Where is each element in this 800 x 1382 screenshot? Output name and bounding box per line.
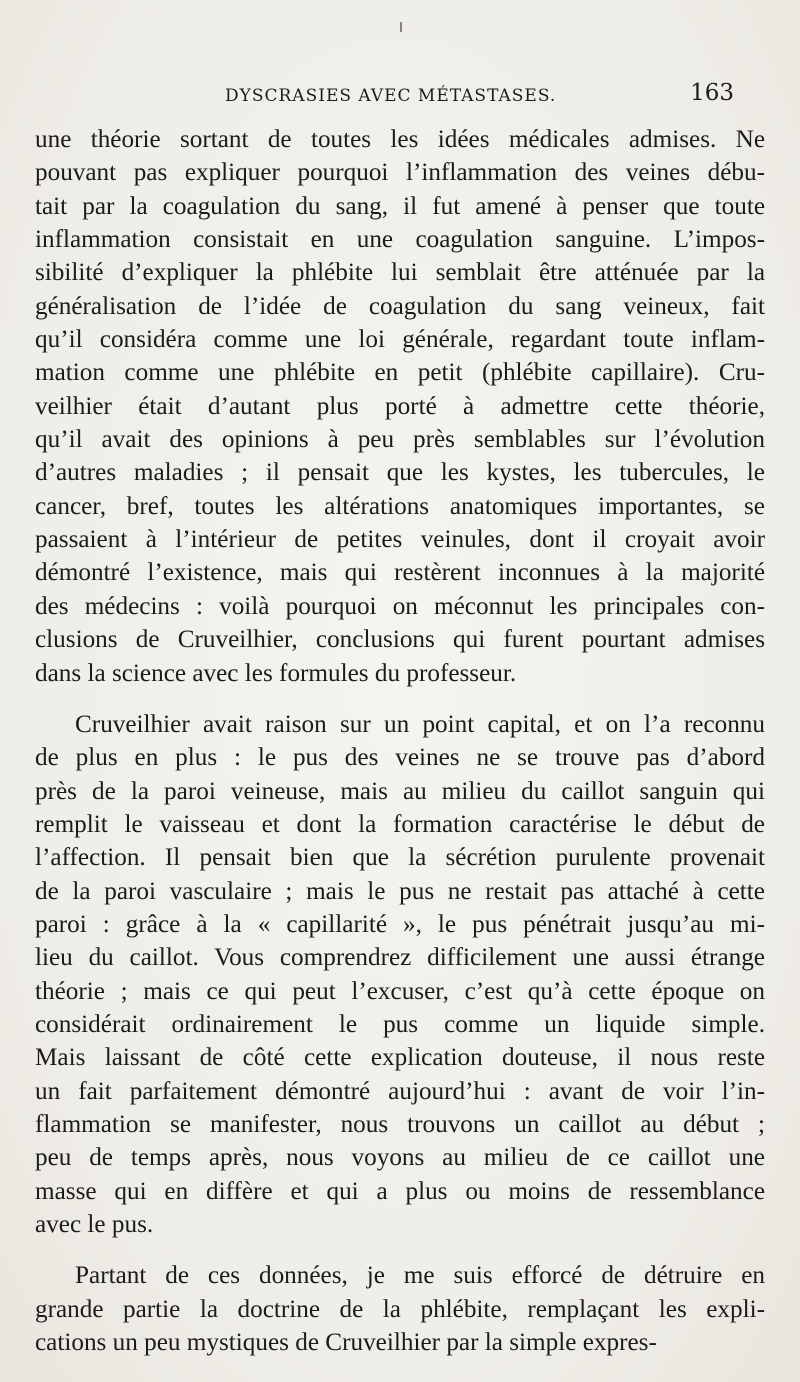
paragraph-gap	[35, 690, 765, 708]
text-line: théorie ; mais ce qui peut l’excuser, c’est qu’à cette époque on	[35, 977, 765, 1005]
text-line: près de la paroi veineuse, mais au milieu du caillot sanguin qui	[35, 777, 765, 805]
text-line: mation comme une phlébite en petit (phlébite capillaire). Cru-	[35, 359, 765, 387]
text-line: considérait ordinairement le pus comme un liquide simple.	[35, 1010, 765, 1038]
text-line: grande partie la doctrine de la phlébite, remplaçant les expli-	[35, 1295, 765, 1323]
body-text	[35, 123, 765, 1359]
text-line: peu de temps après, nous voyons au milieu de ce caillot une	[35, 1144, 765, 1172]
running-head: DYSCRASIES AVEC MÉTASTASES.	[225, 86, 557, 106]
text-line: tait par la coagulation du sang, il fut amené à penser que toute	[35, 192, 765, 220]
text-line: un fait parfaitement démontré aujourd’hui : avant de voir l’in-	[35, 1077, 765, 1105]
text-line: clusions de Cruveilhier, conclusions qui furent pourtant admises	[35, 626, 765, 654]
text-line: généralisation de l’idée de coagulation du sang veineux, fait	[35, 292, 765, 320]
page-number: 163	[690, 80, 734, 106]
text-line: flammation se manifester, nous trouvons un caillot au début ;	[35, 1110, 765, 1138]
text-line: Cruveilhier avait raison sur un point capital, et on l’a reconnu	[75, 710, 765, 738]
text-line: lieu du caillot. Vous comprendrez difficilement une aussi étrange	[35, 944, 765, 972]
text-line: avec le pus.	[35, 1211, 154, 1238]
page-header	[60, 80, 740, 114]
text-line: qu’il considéra comme une loi générale, regardant toute inflam-	[35, 326, 765, 354]
text-line: démontré l’existence, mais qui restèrent inconnues à la majorité	[35, 559, 765, 587]
text-line: inflammation consistait en une coagulation sanguine. L’impos-	[35, 226, 765, 254]
text-line: des médecins : voilà pourquoi on méconnut les principales con-	[35, 592, 765, 620]
text-line: cancer, bref, toutes les altérations anatomiques importantes, se	[35, 492, 765, 520]
text-line: Partant de ces données, je me suis efforcé de détruire en	[75, 1262, 765, 1290]
print-mark	[400, 22, 402, 32]
text-line: passaient à l’intérieur de petites veinules, dont il croyait avoir	[35, 526, 765, 554]
text-line: paroi : grâce à la « capillarité », le pus pénétrait jusqu’au mi-	[35, 910, 765, 938]
text-line: pouvant pas expliquer pourquoi l’inflammation des veines débu-	[35, 159, 765, 187]
text-line: cations un peu mystiques de Cruveilhier par la simple expres-	[35, 1329, 657, 1357]
text-line: Mais laissant de côté cette explication douteuse, il nous reste	[35, 1044, 765, 1072]
text-line: d’autres maladies ; il pensait que les kystes, les tubercules, le	[35, 459, 765, 487]
text-line: veilhier était d’autant plus porté à admettre cette théorie,	[35, 392, 765, 420]
paragraph-gap	[35, 1241, 765, 1259]
text-line: remplit le vaisseau et dont la formation caractérise le début de	[35, 810, 765, 838]
text-line: qu’il avait des opinions à peu près semblables sur l’évolution	[35, 426, 765, 454]
text-line: sibilité d’expliquer la phlébite lui semblait être atténuée par la	[35, 259, 765, 287]
text-line: de plus en plus : le pus des veines ne se trouve pas d’abord	[35, 744, 765, 772]
text-line: dans la science avec les formules du professeur.	[35, 659, 517, 687]
text-line: l’affection. Il pensait bien que la sécrétion purulente provenait	[35, 844, 765, 872]
text-line: de la paroi vasculaire ; mais le pus ne restait pas attaché à cette	[35, 877, 765, 905]
text-line: masse qui en diffère et qui a plus ou moins de ressemblance	[35, 1177, 765, 1205]
text-line: une théorie sortant de toutes les idées médicales admises. Ne	[35, 126, 765, 153]
